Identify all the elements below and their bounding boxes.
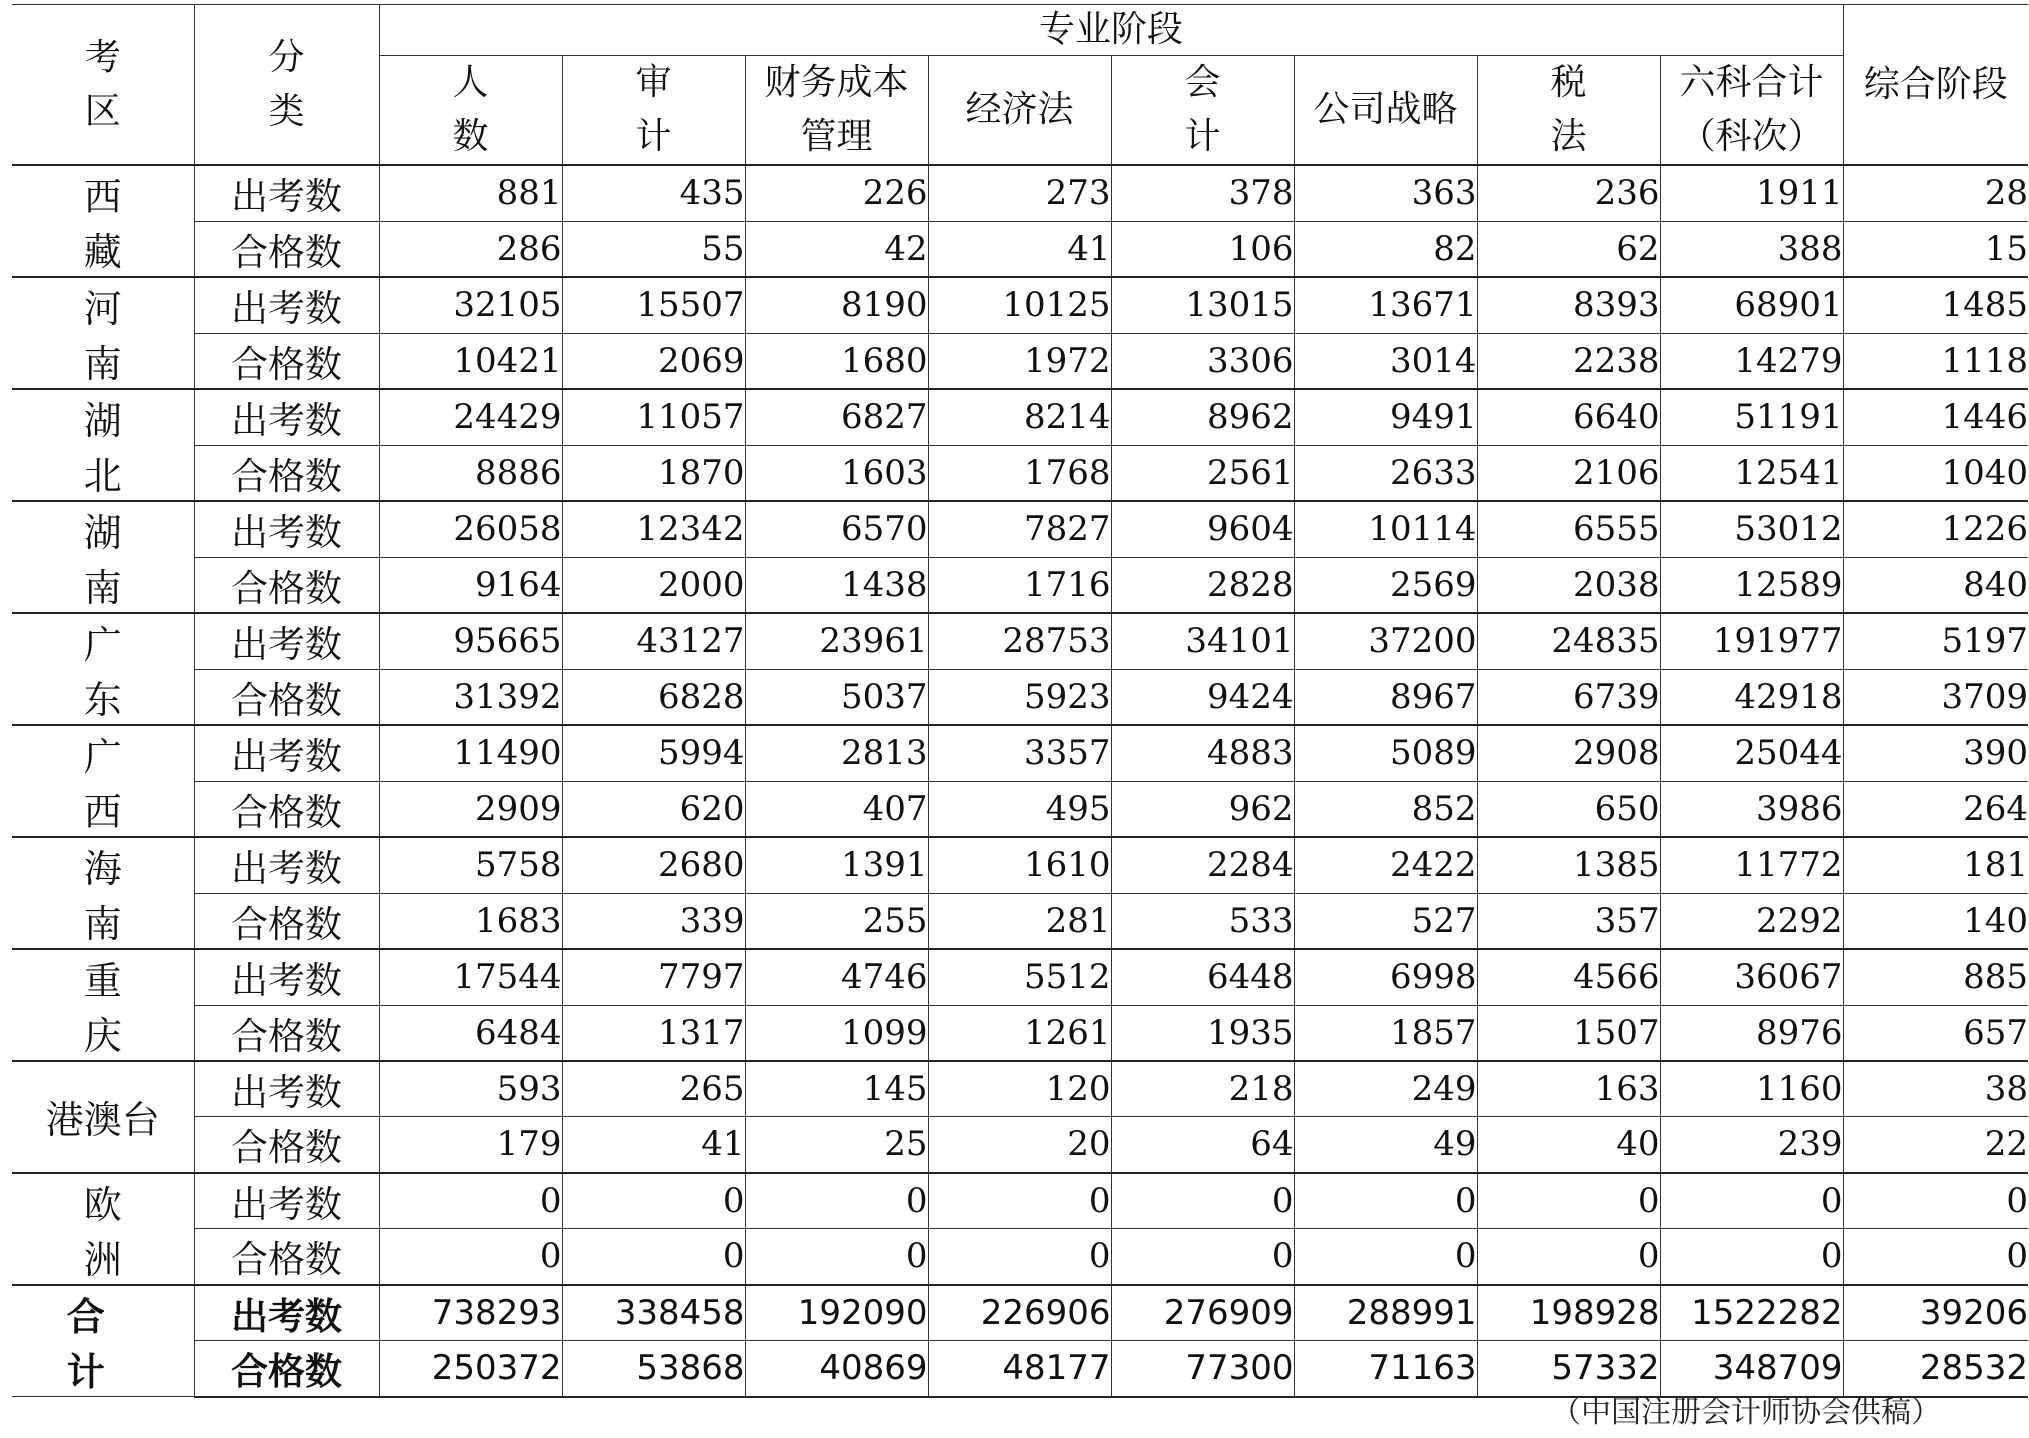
table-row	[12, 725, 2028, 781]
value-cell: 3306	[1111, 333, 1294, 389]
value-cell: 12342	[562, 501, 745, 557]
value-cell: 20	[928, 1117, 1111, 1173]
table-row	[12, 837, 2028, 893]
value-cell: 11772	[1660, 837, 1843, 893]
value-cell: 3014	[1294, 333, 1477, 389]
category-pass-count: 合格数	[194, 669, 379, 725]
value-cell: 192090	[745, 1285, 928, 1341]
value-cell: 40869	[745, 1341, 928, 1397]
value-cell: 388	[1660, 221, 1843, 277]
region-cell: 欧 洲	[12, 1173, 194, 1285]
table-row	[12, 501, 2028, 557]
value-cell: 68901	[1660, 277, 1843, 333]
value-cell: 82	[1294, 221, 1477, 277]
table-row	[12, 613, 2028, 669]
header-col-six-subject-total: 六科合计（科次）	[1660, 56, 1843, 166]
value-cell: 1485	[1843, 277, 2028, 333]
value-cell: 10125	[928, 277, 1111, 333]
value-cell: 255	[745, 893, 928, 949]
value-cell: 1680	[745, 333, 928, 389]
table-row	[12, 165, 2028, 221]
category-pass-count: 合格数	[194, 1341, 379, 1397]
value-cell: 0	[745, 1229, 928, 1285]
value-cell: 51191	[1660, 389, 1843, 445]
value-cell: 10114	[1294, 501, 1477, 557]
value-cell: 11490	[379, 725, 562, 781]
value-cell: 9491	[1294, 389, 1477, 445]
region-cell: 广 西	[12, 725, 194, 837]
value-cell: 1261	[928, 1005, 1111, 1061]
value-cell: 53868	[562, 1341, 745, 1397]
value-cell: 5197	[1843, 613, 2028, 669]
value-cell: 0	[928, 1229, 1111, 1285]
value-cell: 2680	[562, 837, 745, 893]
value-cell: 0	[1111, 1173, 1294, 1229]
value-cell: 2569	[1294, 557, 1477, 613]
value-cell: 48177	[928, 1341, 1111, 1397]
value-cell: 95665	[379, 613, 562, 669]
table-row	[12, 557, 2028, 613]
value-cell: 53012	[1660, 501, 1843, 557]
value-cell: 852	[1294, 781, 1477, 837]
header-col-financial-cost-management: 财务成本管理	[745, 56, 928, 166]
region-cell: 湖 南	[12, 501, 194, 613]
header-col-tax-law: 税 法	[1477, 56, 1660, 166]
value-cell: 24429	[379, 389, 562, 445]
value-cell: 8214	[928, 389, 1111, 445]
value-cell: 22	[1843, 1117, 2028, 1173]
value-cell: 218	[1111, 1061, 1294, 1117]
value-cell: 657	[1843, 1005, 2028, 1061]
category-pass-count: 合格数	[194, 445, 379, 501]
value-cell: 378	[1111, 165, 1294, 221]
value-cell: 9164	[379, 557, 562, 613]
value-cell: 34101	[1111, 613, 1294, 669]
value-cell: 8393	[1477, 277, 1660, 333]
value-cell: 163	[1477, 1061, 1660, 1117]
value-cell: 249	[1294, 1061, 1477, 1117]
table-row	[12, 669, 2028, 725]
value-cell: 1317	[562, 1005, 745, 1061]
table-row	[12, 389, 2028, 445]
value-cell: 0	[562, 1229, 745, 1285]
value-cell: 5512	[928, 949, 1111, 1005]
value-cell: 26058	[379, 501, 562, 557]
value-cell: 495	[928, 781, 1111, 837]
value-cell: 38	[1843, 1061, 2028, 1117]
value-cell: 288991	[1294, 1285, 1477, 1341]
value-cell: 4883	[1111, 725, 1294, 781]
source-credit: （中国注册会计师协会供稿）	[1551, 1395, 1941, 1430]
value-cell: 276909	[1111, 1285, 1294, 1341]
value-cell: 338458	[562, 1285, 745, 1341]
header-col-corporate-strategy: 公司战略	[1294, 56, 1477, 166]
category-pass-count: 合格数	[194, 893, 379, 949]
value-cell: 0	[1843, 1229, 2028, 1285]
region-cell: 港澳台	[12, 1061, 194, 1173]
category-pass-count: 合格数	[194, 781, 379, 837]
value-cell: 25	[745, 1117, 928, 1173]
value-cell: 4746	[745, 949, 928, 1005]
cpa-exam-statistics-table	[12, 4, 2028, 1398]
value-cell: 2908	[1477, 725, 1660, 781]
category-pass-count: 合格数	[194, 221, 379, 277]
value-cell: 6827	[745, 389, 928, 445]
value-cell: 42918	[1660, 669, 1843, 725]
value-cell: 3709	[1843, 669, 2028, 725]
value-cell: 6484	[379, 1005, 562, 1061]
value-cell: 390	[1843, 725, 2028, 781]
value-cell: 1768	[928, 445, 1111, 501]
value-cell: 2238	[1477, 333, 1660, 389]
value-cell: 28532	[1843, 1341, 2028, 1397]
value-cell: 5994	[562, 725, 745, 781]
value-cell: 10421	[379, 333, 562, 389]
value-cell: 840	[1843, 557, 2028, 613]
table-row	[12, 1173, 2028, 1229]
total-label: 合 计	[12, 1285, 194, 1397]
value-cell: 881	[379, 165, 562, 221]
table-row	[12, 1061, 2028, 1117]
region-cell: 重 庆	[12, 949, 194, 1061]
region-cell: 西 藏	[12, 165, 194, 277]
value-cell: 17544	[379, 949, 562, 1005]
value-cell: 1438	[745, 557, 928, 613]
region-cell: 海 南	[12, 837, 194, 949]
value-cell: 239	[1660, 1117, 1843, 1173]
header-region: 考 区	[12, 5, 194, 166]
value-cell: 55	[562, 221, 745, 277]
header-category: 分 类	[194, 5, 379, 166]
table-row	[12, 893, 2028, 949]
value-cell: 593	[379, 1061, 562, 1117]
category-exam-count: 出考数	[194, 1061, 379, 1117]
value-cell: 2909	[379, 781, 562, 837]
value-cell: 1857	[1294, 1005, 1477, 1061]
table-row	[12, 1285, 2028, 1341]
value-cell: 6640	[1477, 389, 1660, 445]
value-cell: 1935	[1111, 1005, 1294, 1061]
value-cell: 8976	[1660, 1005, 1843, 1061]
value-cell: 6570	[745, 501, 928, 557]
value-cell: 650	[1477, 781, 1660, 837]
value-cell: 179	[379, 1117, 562, 1173]
value-cell: 191977	[1660, 613, 1843, 669]
value-cell: 226	[745, 165, 928, 221]
category-exam-count: 出考数	[194, 165, 379, 221]
value-cell: 6828	[562, 669, 745, 725]
value-cell: 1972	[928, 333, 1111, 389]
value-cell: 363	[1294, 165, 1477, 221]
category-exam-count: 出考数	[194, 949, 379, 1005]
value-cell: 2106	[1477, 445, 1660, 501]
category-exam-count: 出考数	[194, 389, 379, 445]
value-cell: 36067	[1660, 949, 1843, 1005]
category-pass-count: 合格数	[194, 1229, 379, 1285]
value-cell: 273	[928, 165, 1111, 221]
value-cell: 25044	[1660, 725, 1843, 781]
value-cell: 2069	[562, 333, 745, 389]
table-row	[12, 781, 2028, 837]
value-cell: 8886	[379, 445, 562, 501]
value-cell: 1507	[1477, 1005, 1660, 1061]
value-cell: 0	[562, 1173, 745, 1229]
value-cell: 24835	[1477, 613, 1660, 669]
value-cell: 1716	[928, 557, 1111, 613]
value-cell: 435	[562, 165, 745, 221]
category-exam-count: 出考数	[194, 725, 379, 781]
value-cell: 40	[1477, 1117, 1660, 1173]
value-cell: 5089	[1294, 725, 1477, 781]
value-cell: 8190	[745, 277, 928, 333]
value-cell: 265	[562, 1061, 745, 1117]
value-cell: 71163	[1294, 1341, 1477, 1397]
category-pass-count: 合格数	[194, 557, 379, 613]
value-cell: 0	[1111, 1229, 1294, 1285]
table-row	[12, 1005, 2028, 1061]
value-cell: 2422	[1294, 837, 1477, 893]
header-col-economic-law: 经济法	[928, 56, 1111, 166]
value-cell: 6448	[1111, 949, 1294, 1005]
value-cell: 77300	[1111, 1341, 1294, 1397]
value-cell: 0	[1294, 1173, 1477, 1229]
header-col-audit: 审 计	[562, 56, 745, 166]
value-cell: 28	[1843, 165, 2028, 221]
category-exam-count: 出考数	[194, 277, 379, 333]
table-row	[12, 333, 2028, 389]
value-cell: 49	[1294, 1117, 1477, 1173]
category-exam-count: 出考数	[194, 501, 379, 557]
category-exam-count: 出考数	[194, 613, 379, 669]
value-cell: 43127	[562, 613, 745, 669]
value-cell: 6555	[1477, 501, 1660, 557]
value-cell: 2292	[1660, 893, 1843, 949]
value-cell: 1911	[1660, 165, 1843, 221]
value-cell: 2633	[1294, 445, 1477, 501]
value-cell: 5923	[928, 669, 1111, 725]
value-cell: 3357	[928, 725, 1111, 781]
table-header	[12, 5, 2028, 166]
value-cell: 0	[1477, 1229, 1660, 1285]
value-cell: 2813	[745, 725, 928, 781]
header-professional-stage: 专业阶段	[379, 5, 1843, 56]
table-row	[12, 1117, 2028, 1173]
value-cell: 120	[928, 1061, 1111, 1117]
header-col-people: 人 数	[379, 56, 562, 166]
value-cell: 13015	[1111, 277, 1294, 333]
value-cell: 1446	[1843, 389, 2028, 445]
value-cell: 250372	[379, 1341, 562, 1397]
value-cell: 12589	[1660, 557, 1843, 613]
category-exam-count: 出考数	[194, 1285, 379, 1341]
value-cell: 198928	[1477, 1285, 1660, 1341]
table-row	[12, 1229, 2028, 1285]
value-cell: 2561	[1111, 445, 1294, 501]
value-cell: 2828	[1111, 557, 1294, 613]
value-cell: 1226	[1843, 501, 2028, 557]
value-cell: 37200	[1294, 613, 1477, 669]
value-cell: 1610	[928, 837, 1111, 893]
value-cell: 1160	[1660, 1061, 1843, 1117]
value-cell: 8962	[1111, 389, 1294, 445]
value-cell: 8967	[1294, 669, 1477, 725]
table-row	[12, 277, 2028, 333]
value-cell: 348709	[1660, 1341, 1843, 1397]
value-cell: 0	[1660, 1173, 1843, 1229]
value-cell: 1099	[745, 1005, 928, 1061]
value-cell: 11057	[562, 389, 745, 445]
value-cell: 2038	[1477, 557, 1660, 613]
value-cell: 13671	[1294, 277, 1477, 333]
value-cell: 1391	[745, 837, 928, 893]
value-cell: 0	[928, 1173, 1111, 1229]
value-cell: 620	[562, 781, 745, 837]
header-composite-stage: 综合阶段	[1843, 5, 2028, 166]
value-cell: 236	[1477, 165, 1660, 221]
value-cell: 181	[1843, 837, 2028, 893]
value-cell: 41	[562, 1117, 745, 1173]
table-row	[12, 221, 2028, 277]
value-cell: 533	[1111, 893, 1294, 949]
category-pass-count: 合格数	[194, 333, 379, 389]
value-cell: 7797	[562, 949, 745, 1005]
value-cell: 1040	[1843, 445, 2028, 501]
cpa-exam-statistics-table-wrapper	[12, 4, 2028, 1398]
category-pass-count: 合格数	[194, 1005, 379, 1061]
value-cell: 357	[1477, 893, 1660, 949]
category-exam-count: 出考数	[194, 1173, 379, 1229]
category-exam-count: 出考数	[194, 837, 379, 893]
category-pass-count: 合格数	[194, 1117, 379, 1173]
value-cell: 15	[1843, 221, 2028, 277]
region-cell: 广 东	[12, 613, 194, 725]
value-cell: 264	[1843, 781, 2028, 837]
value-cell: 2000	[562, 557, 745, 613]
value-cell: 7827	[928, 501, 1111, 557]
value-cell: 6998	[1294, 949, 1477, 1005]
value-cell: 286	[379, 221, 562, 277]
value-cell: 42	[745, 221, 928, 277]
value-cell: 0	[745, 1173, 928, 1229]
value-cell: 1870	[562, 445, 745, 501]
value-cell: 12541	[1660, 445, 1843, 501]
value-cell: 1603	[745, 445, 928, 501]
value-cell: 9604	[1111, 501, 1294, 557]
value-cell: 5037	[745, 669, 928, 725]
region-cell: 湖 北	[12, 389, 194, 501]
value-cell: 5758	[379, 837, 562, 893]
value-cell: 106	[1111, 221, 1294, 277]
value-cell: 527	[1294, 893, 1477, 949]
value-cell: 6739	[1477, 669, 1660, 725]
value-cell: 31392	[379, 669, 562, 725]
value-cell: 407	[745, 781, 928, 837]
value-cell: 145	[745, 1061, 928, 1117]
value-cell: 62	[1477, 221, 1660, 277]
value-cell: 885	[1843, 949, 2028, 1005]
value-cell: 281	[928, 893, 1111, 949]
value-cell: 23961	[745, 613, 928, 669]
value-cell: 0	[1660, 1229, 1843, 1285]
header-col-accounting: 会 计	[1111, 56, 1294, 166]
value-cell: 0	[379, 1229, 562, 1285]
value-cell: 32105	[379, 277, 562, 333]
value-cell: 39206	[1843, 1285, 2028, 1341]
value-cell: 738293	[379, 1285, 562, 1341]
value-cell: 28753	[928, 613, 1111, 669]
value-cell: 1385	[1477, 837, 1660, 893]
value-cell: 15507	[562, 277, 745, 333]
value-cell: 14279	[1660, 333, 1843, 389]
value-cell: 4566	[1477, 949, 1660, 1005]
value-cell: 962	[1111, 781, 1294, 837]
table-body	[12, 165, 2028, 1397]
value-cell: 0	[1843, 1173, 2028, 1229]
value-cell: 41	[928, 221, 1111, 277]
table-row	[12, 445, 2028, 501]
region-cell: 河 南	[12, 277, 194, 389]
table-row	[12, 949, 2028, 1005]
value-cell: 64	[1111, 1117, 1294, 1173]
value-cell: 2284	[1111, 837, 1294, 893]
value-cell: 0	[1477, 1173, 1660, 1229]
value-cell: 0	[1294, 1229, 1477, 1285]
value-cell: 140	[1843, 893, 2028, 949]
value-cell: 1683	[379, 893, 562, 949]
value-cell: 1118	[1843, 333, 2028, 389]
value-cell: 226906	[928, 1285, 1111, 1341]
value-cell: 1522282	[1660, 1285, 1843, 1341]
value-cell: 57332	[1477, 1341, 1660, 1397]
value-cell: 3986	[1660, 781, 1843, 837]
value-cell: 9424	[1111, 669, 1294, 725]
value-cell: 339	[562, 893, 745, 949]
value-cell: 0	[379, 1173, 562, 1229]
